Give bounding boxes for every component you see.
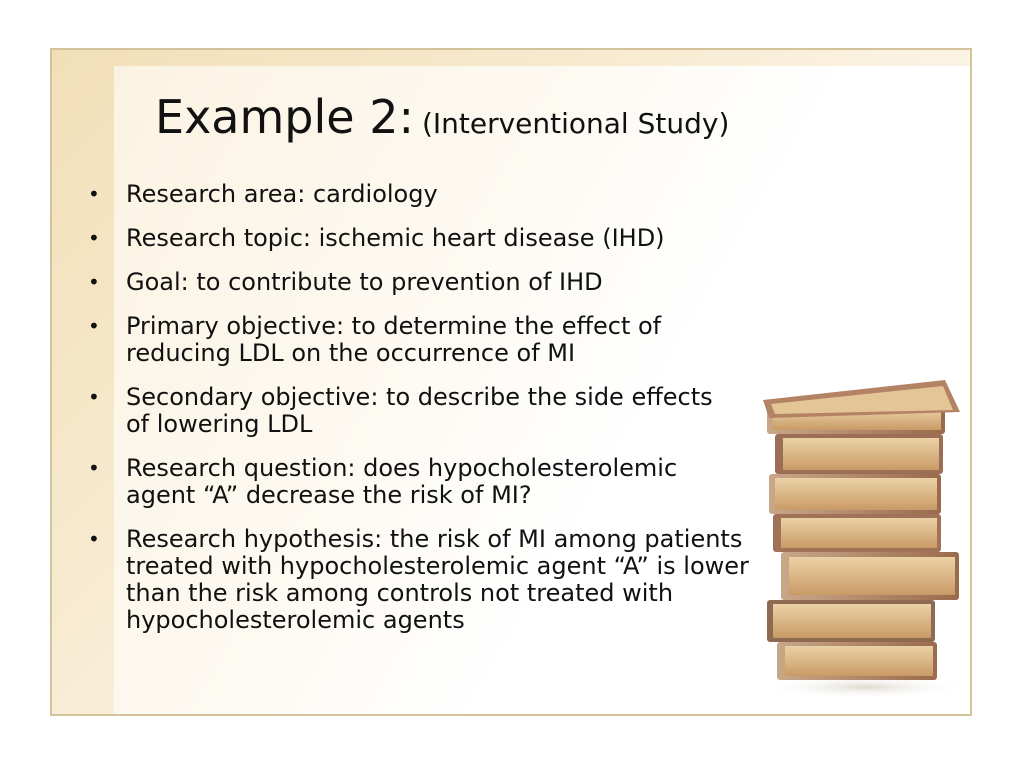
list-item (88, 181, 748, 208)
slide-title (155, 90, 729, 144)
bullet-icon: • (88, 456, 100, 480)
title-main: Example 2: (155, 90, 414, 144)
bullet-text: Secondary objective: to describe the side effects of lowering LDL (126, 383, 713, 438)
bullet-icon: • (88, 314, 100, 338)
bullet-text: Goal: to contribute to prevention of IHD (126, 268, 603, 296)
bullet-text: Research area: cardiology (126, 180, 438, 208)
bullet-list (88, 181, 748, 651)
bullet-text: Primary objective: to determine the effect of reducing LDL on the occurrence of MI (126, 312, 662, 367)
list-item (88, 384, 716, 438)
list-item (88, 225, 748, 252)
list-item (88, 526, 751, 634)
stack-of-books-icon (755, 372, 970, 702)
bullet-icon: • (88, 270, 100, 294)
bullet-icon: • (88, 385, 100, 409)
list-item (88, 313, 748, 367)
bullet-text: Research question: does hypocholesterolemic agent “A” decrease the risk of MI? (126, 454, 678, 509)
bullet-icon: • (88, 527, 100, 551)
bullet-icon: • (88, 182, 100, 206)
title-subtitle: (Interventional Study) (421, 107, 730, 140)
bullet-text: Research topic: ischemic heart disease (IHD) (126, 224, 665, 252)
bullet-icon: • (88, 226, 100, 250)
list-item (88, 455, 746, 509)
bullet-text: Research hypothesis: the risk of MI among patients treated with hypocholesterolemic agent “A” is lower than the risk among controls not treated with hypocholesterolemic agents (126, 525, 749, 634)
list-item (88, 269, 748, 296)
